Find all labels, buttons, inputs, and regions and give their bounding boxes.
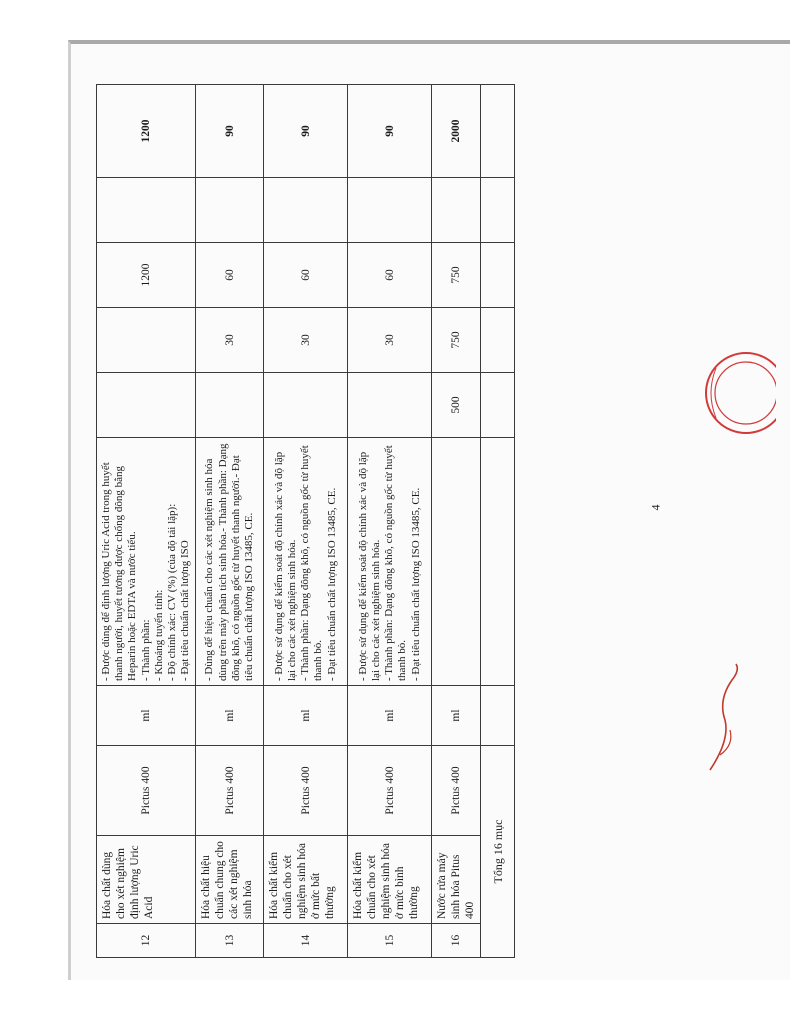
row-unit: ml [432,686,481,746]
table-row [97,85,196,958]
red-seal-stamp-icon [686,348,776,438]
row-qty-3: 750 [432,243,481,308]
row-qty-2: 30 [196,308,264,373]
row-device: Pictus 400 [264,746,348,836]
empty-cell [481,85,515,178]
row-unit: ml [264,686,348,746]
table-row [432,85,481,958]
table-body [97,85,515,958]
row-qty-2 [97,308,196,373]
empty-cell [481,308,515,373]
row-qty-2: 750 [432,308,481,373]
row-total: 90 [196,85,264,178]
table-row [196,85,264,958]
spec-line: - Thành phần: Dạng đông khô, có nguồn gốc từ huyết thanh bò. [299,445,325,681]
spec-line: - Độ chính xác: CV (%) (của độ tái lặp): [165,503,178,681]
row-qty-3: 60 [264,243,348,308]
row-qty-1: 500 [432,373,481,438]
row-name: Hóa chất hiệu chuẩn chung cho các xét nghiệm sinh hóa [196,836,264,924]
row-total: 1200 [97,85,196,178]
row-spec [348,438,432,686]
empty-cell [481,438,515,686]
spec-line: - Đạt tiêu chuẩn chất lượng ISO 13485, CE. [409,487,422,681]
spec-line: - Khoảng tuyến tính: [152,589,165,681]
page-number: 4 [648,504,663,511]
row-qty-4 [196,178,264,243]
row-stt: 15 [348,924,432,958]
spec-line: - Đạt tiêu chuẩn chất lượng ISO 13485, CE. [325,487,338,681]
row-spec [97,438,196,686]
row-unit: ml [196,686,264,746]
row-stt: 16 [432,924,481,958]
spec-line: - Đạt tiêu chuẩn chất lượng ISO [179,540,192,681]
row-unit: ml [348,686,432,746]
spec-line: - Thành phần: [139,619,152,681]
spec-line: - Được sử dụng để kiểm soát độ chính xác và độ lặp lại cho các xét nghiệm sinh hóa. [356,451,383,681]
row-spec [196,438,264,686]
row-qty-1 [97,373,196,438]
row-device: Pictus 400 [348,746,432,836]
row-qty-3: 1200 [97,243,196,308]
row-stt: 13 [196,924,264,958]
empty-cell [481,686,515,746]
row-qty-1 [196,373,264,438]
row-name: Nước rửa máy sinh hóa Pitus 400 [432,836,481,924]
row-qty-1 [348,373,432,438]
row-qty-3: 60 [196,243,264,308]
row-total: 90 [264,85,348,178]
row-total: 2000 [432,85,481,178]
row-qty-3: 60 [348,243,432,308]
row-qty-4 [264,178,348,243]
row-qty-2: 30 [348,308,432,373]
row-stt: 14 [264,924,348,958]
total-label: Tổng 16 mục [481,746,515,958]
row-name: Hóa chất kiểm chuẩn cho xét nghiệm sinh hóa ở mức bình thường [348,836,432,924]
row-stt: 12 [97,924,196,958]
rotated-table-wrapper [96,85,505,958]
row-spec [432,438,481,686]
row-total: 90 [348,85,432,178]
supplies-table [96,84,515,958]
row-name: Hóa chất kiểm chuẩn cho xét nghiệm sinh hóa ở mức bất thường [264,836,348,924]
row-device: Pictus 400 [97,746,196,836]
row-qty-4 [97,178,196,243]
row-spec [264,438,348,686]
spec-line: - Thành phần: Dạng đông khô, có nguồn gốc từ huyết thanh bò. [383,445,409,681]
empty-cell [481,178,515,243]
spec-line: - Được dùng để định lượng Uric Acid trong huyết thanh người, huyết tương được chống đông bằng Heparin hoặc EDTA và nước tiểu. [100,462,139,681]
signature-icon [700,660,750,780]
spec-line: - Được sử dụng để kiểm soát độ chính xác và độ lặp lại cho các xét nghiệm sinh hóa. [272,451,299,681]
empty-cell [481,373,515,438]
table-row [264,85,348,958]
row-qty-2: 30 [264,308,348,373]
empty-cell [481,243,515,308]
row-device: Pictus 400 [432,746,481,836]
table-row [348,85,432,958]
row-qty-4 [432,178,481,243]
row-unit: ml [97,686,196,746]
total-row [481,85,515,958]
row-device: Pictus 400 [196,746,264,836]
row-name: Hóa chất dùng cho xét nghiệm định lượng Uric Acid [97,836,196,924]
row-qty-4 [348,178,432,243]
spec-line: - Dùng để hiệu chuẩn cho các xét nghiệm sinh hóa dùng trên máy phân tích sinh hóa.- Thành phần: Dạng đông khô, có nguồn gốc từ huyết thanh người.- Đạt tiêu chuẩn chất lượng ISO 13485, CE. [203,443,255,681]
row-qty-1 [264,373,348,438]
